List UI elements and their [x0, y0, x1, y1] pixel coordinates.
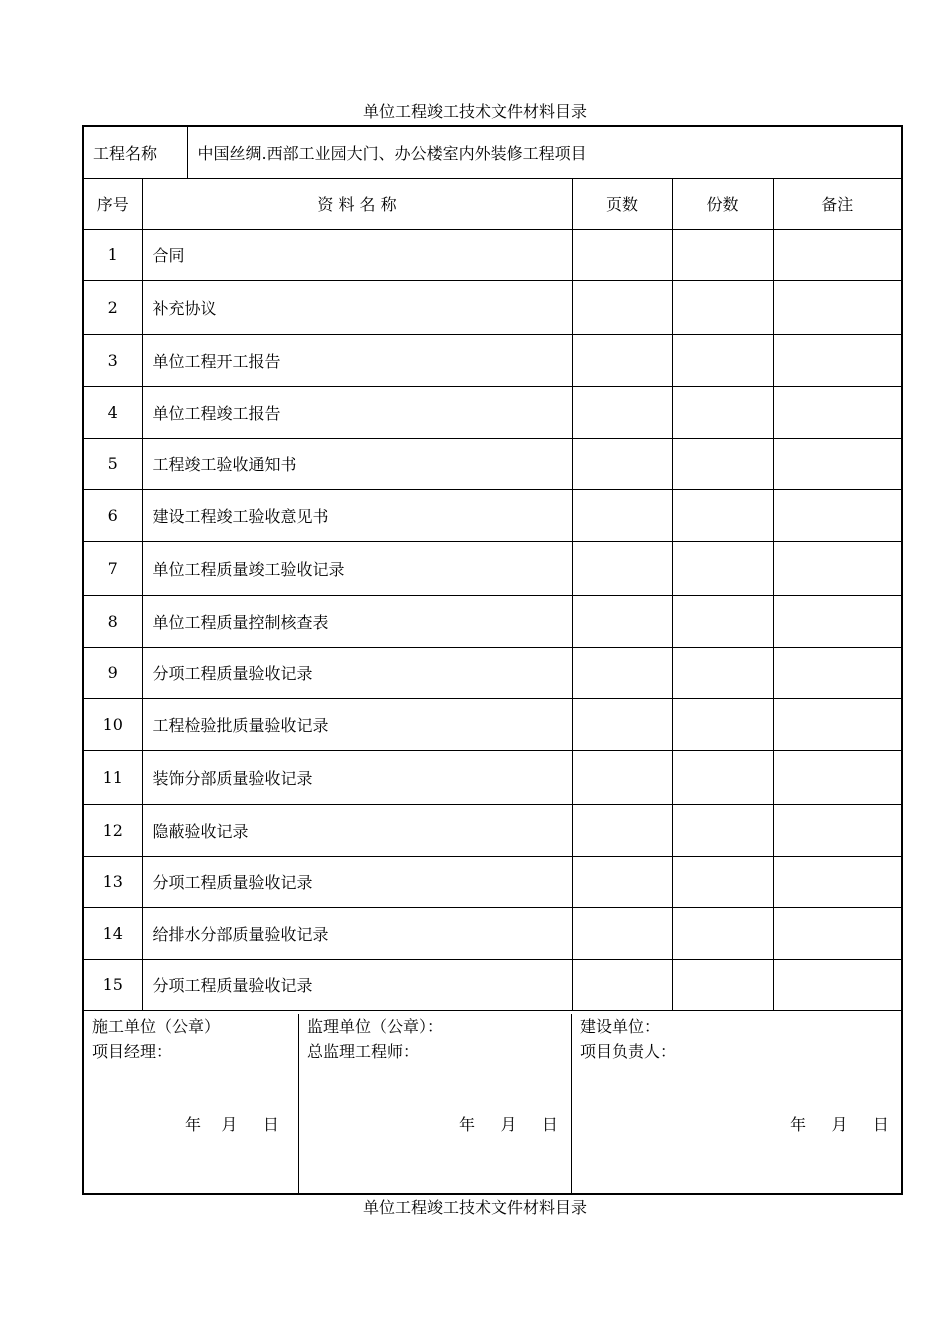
- date-year: 年: [790, 1115, 807, 1134]
- row-copies-cell: [672, 804, 773, 856]
- col-header-name: 资 料 名 称: [142, 178, 572, 229]
- row-seq: 1: [84, 229, 142, 280]
- row-remarks-cell: [773, 229, 901, 280]
- table-row: [84, 280, 901, 334]
- table-row: [84, 541, 901, 595]
- date-day: 日: [262, 1115, 279, 1134]
- row-seq: 3: [84, 334, 142, 386]
- row-remarks-cell: [773, 334, 901, 386]
- row-document-name: 单位工程质量竣工验收记录: [142, 541, 572, 595]
- row-seq: 4: [84, 386, 142, 438]
- row-pages-cell: [572, 804, 672, 856]
- row-seq: 7: [84, 541, 142, 595]
- row-document-name: 工程竣工验收通知书: [142, 438, 572, 489]
- row-remarks-cell: [773, 489, 901, 541]
- table-row: [84, 489, 901, 541]
- row-seq: 15: [84, 959, 142, 1010]
- row-remarks-cell: [773, 595, 901, 647]
- row-seq: 12: [84, 804, 142, 856]
- row-pages-cell: [572, 647, 672, 698]
- row-pages-cell: [572, 438, 672, 489]
- row-document-name: 装饰分部质量验收记录: [142, 750, 572, 804]
- project-name-label: 工程名称: [84, 127, 187, 178]
- row-seq: 11: [84, 750, 142, 804]
- date-day: 日: [872, 1115, 889, 1134]
- table-row: [84, 907, 901, 959]
- row-document-name: 单位工程质量控制核查表: [142, 595, 572, 647]
- row-pages-cell: [572, 698, 672, 750]
- table-row: [84, 750, 901, 804]
- construction-date: [185, 1112, 279, 1137]
- table-row: [84, 334, 901, 386]
- chief-supervisor-label: 总监理工程师：: [307, 1042, 420, 1061]
- row-copies-cell: [672, 541, 773, 595]
- column-header-row: [84, 178, 901, 229]
- project-name-value: 中国丝绸.西部工业园大门、办公楼室内外装修工程项目: [187, 127, 901, 178]
- row-seq: 10: [84, 698, 142, 750]
- row-seq: 9: [84, 647, 142, 698]
- row-document-name: 工程检验批质量验收记录: [142, 698, 572, 750]
- row-seq: 2: [84, 280, 142, 334]
- catalog-form: [82, 125, 903, 1195]
- date-day: 日: [541, 1115, 558, 1134]
- row-document-name: 补充协议: [142, 280, 572, 334]
- row-remarks-cell: [773, 856, 901, 907]
- row-document-name: 合同: [142, 229, 572, 280]
- col-header-remarks: 备注: [773, 178, 901, 229]
- row-remarks-cell: [773, 907, 901, 959]
- supervision-date: [459, 1112, 558, 1137]
- row-copies-cell: [672, 959, 773, 1010]
- row-pages-cell: [572, 489, 672, 541]
- row-document-name: 建设工程竣工验收意见书: [142, 489, 572, 541]
- row-copies-cell: [672, 750, 773, 804]
- table-row: [84, 438, 901, 489]
- supervision-unit-label: 监理单位（公章）：: [307, 1017, 444, 1036]
- row-copies-cell: [672, 489, 773, 541]
- row-document-name: 分项工程质量验收记录: [142, 647, 572, 698]
- date-year: 年: [185, 1115, 202, 1134]
- row-seq: 8: [84, 595, 142, 647]
- supervision-unit-block: [299, 1014, 572, 1195]
- row-copies-cell: [672, 334, 773, 386]
- row-seq: 6: [84, 489, 142, 541]
- row-pages-cell: [572, 334, 672, 386]
- row-seq: 14: [84, 907, 142, 959]
- row-remarks-cell: [773, 647, 901, 698]
- row-copies-cell: [672, 856, 773, 907]
- project-manager-label: 项目经理：: [92, 1042, 173, 1061]
- table-row: [84, 595, 901, 647]
- row-document-name: 给排水分部质量验收记录: [142, 907, 572, 959]
- col-header-copies: 份数: [672, 178, 773, 229]
- table-row: [84, 386, 901, 438]
- row-remarks-cell: [773, 386, 901, 438]
- document-title: 单位工程竣工技术文件材料目录: [362, 102, 587, 121]
- row-document-name: 分项工程质量验收记录: [142, 856, 572, 907]
- project-row: [84, 127, 901, 178]
- row-copies-cell: [672, 698, 773, 750]
- catalog-table: [84, 127, 901, 1011]
- table-row: [84, 856, 901, 907]
- row-pages-cell: [572, 595, 672, 647]
- row-copies-cell: [672, 907, 773, 959]
- row-copies-cell: [672, 229, 773, 280]
- row-pages-cell: [572, 541, 672, 595]
- row-pages-cell: [572, 856, 672, 907]
- table-row: [84, 959, 901, 1010]
- date-month: 月: [831, 1115, 848, 1134]
- row-pages-cell: [572, 907, 672, 959]
- table-row: [84, 804, 901, 856]
- table-row: [84, 229, 901, 280]
- row-pages-cell: [572, 386, 672, 438]
- row-seq: 13: [84, 856, 142, 907]
- col-header-seq: 序号: [84, 178, 142, 229]
- table-row: [84, 647, 901, 698]
- col-header-pages: 页数: [572, 178, 672, 229]
- row-remarks-cell: [773, 541, 901, 595]
- row-pages-cell: [572, 750, 672, 804]
- document-footer-title: 单位工程竣工技术文件材料目录: [362, 1198, 587, 1217]
- row-remarks-cell: [773, 959, 901, 1010]
- row-document-name: 隐蔽验收记录: [142, 804, 572, 856]
- row-remarks-cell: [773, 804, 901, 856]
- row-document-name: 单位工程竣工报告: [142, 386, 572, 438]
- date-year: 年: [459, 1115, 476, 1134]
- row-remarks-cell: [773, 750, 901, 804]
- row-pages-cell: [572, 229, 672, 280]
- owner-date: [790, 1112, 889, 1137]
- date-month: 月: [221, 1115, 238, 1134]
- row-copies-cell: [672, 595, 773, 647]
- row-document-name: 单位工程开工报告: [142, 334, 572, 386]
- row-document-name: 分项工程质量验收记录: [142, 959, 572, 1010]
- row-seq: 5: [84, 438, 142, 489]
- row-remarks-cell: [773, 438, 901, 489]
- row-pages-cell: [572, 280, 672, 334]
- date-month: 月: [500, 1115, 517, 1134]
- row-copies-cell: [672, 647, 773, 698]
- row-remarks-cell: [773, 280, 901, 334]
- owner-responsible-label: 项目负责人：: [580, 1042, 677, 1061]
- row-copies-cell: [672, 280, 773, 334]
- row-copies-cell: [672, 386, 773, 438]
- table-row: [84, 698, 901, 750]
- owner-unit-label: 建设单位：: [580, 1017, 661, 1036]
- construction-unit-label: 施工单位（公章）: [92, 1017, 221, 1036]
- row-copies-cell: [672, 438, 773, 489]
- construction-unit-block: [84, 1014, 299, 1195]
- owner-unit-block: [572, 1014, 901, 1195]
- row-remarks-cell: [773, 698, 901, 750]
- row-pages-cell: [572, 959, 672, 1010]
